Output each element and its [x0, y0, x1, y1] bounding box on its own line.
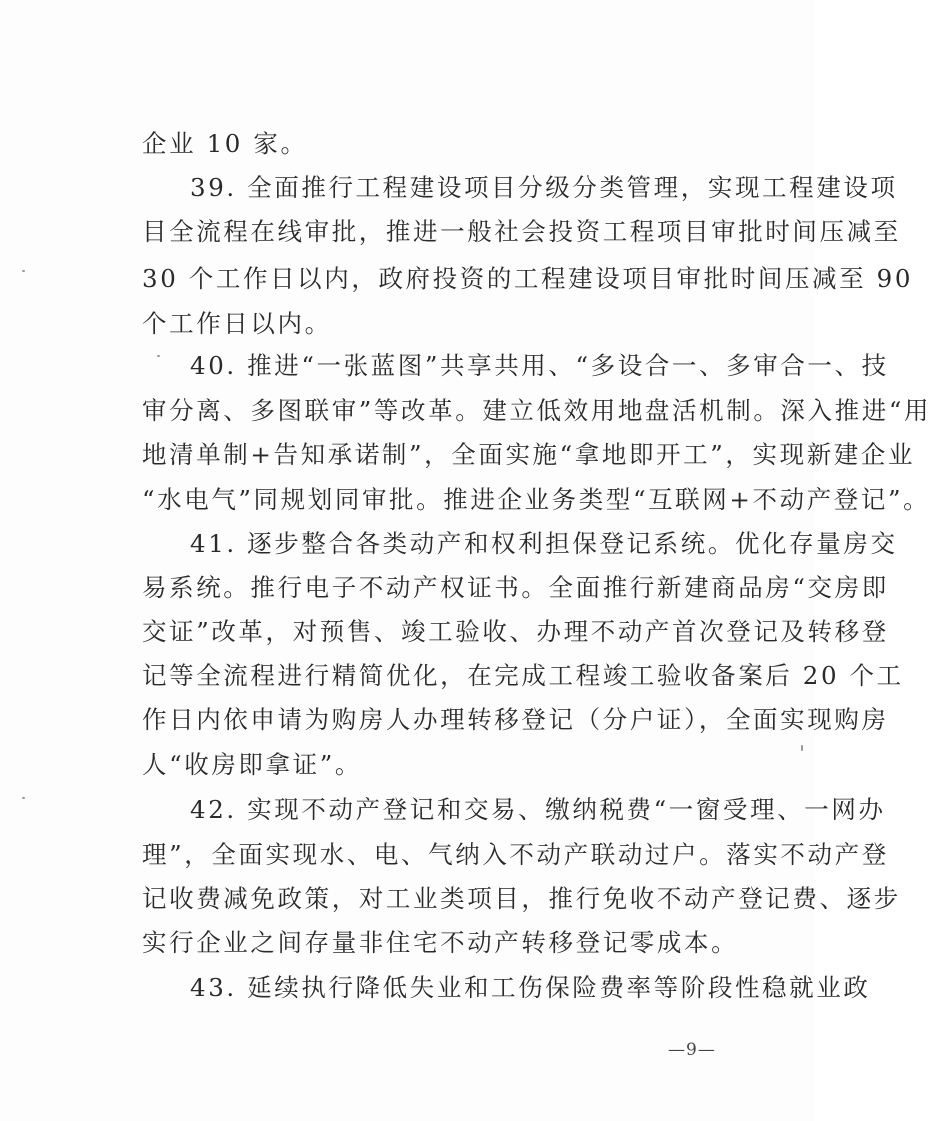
item-42-line-1: 42. 实现不动产登记和交易、缴纳税费“一窗受理、一网办: [190, 795, 886, 824]
item-39-line-1: 39. 全面推行工程建设项目分级分类管理，实现工程建设项: [190, 173, 898, 202]
item-39-line-4: 个工作日以内。: [142, 309, 332, 338]
item-41-line-1: 41. 逐步整合各类动产和权利担保登记系统。优化存量房交: [190, 529, 898, 558]
item-42-line-2: 理”，全面实现水、电、气纳入不动产联动过户。落实不动产登: [142, 840, 889, 869]
item-39-line-3: 30 个工作日以内，政府投资的工程建设项目审批时间压减至 90: [142, 264, 914, 293]
item-40-line-1: 40. 推进“一张蓝图”共享共用、“多设合一、多审合一、技: [190, 351, 889, 380]
scan-speck: [22, 270, 25, 272]
item-39-line-2: 目全流程在线审批，推进一般社会投资工程项目审批时间压减至: [142, 217, 901, 246]
item-40-line-3: 地清单制+告知承诺制”，全面实施“拿地即开工”，实现新建企业: [142, 440, 916, 469]
scan-speck: [157, 355, 160, 357]
scan-speck: [22, 797, 25, 799]
item-41-line-6: 人“收房即拿证”。: [142, 750, 362, 779]
page-number: —9—: [668, 1040, 716, 1060]
item-42-line-4: 实行企业之间存量非住宅不动产转移登记零成本。: [142, 928, 739, 957]
item-41-line-4: 记等全流程进行精简优化，在完成工程竣工验收备案后 20 个工: [142, 661, 904, 690]
scan-speck: [801, 745, 803, 751]
item-41-line-3: 交证”改革，对预售、竣工验收、办理不动产首次登记及转移登: [142, 617, 889, 646]
item-42-line-3: 记收费减免政策，对工业类项目，推行免收不动产登记费、逐步: [142, 884, 901, 913]
item-41-line-2: 易系统。推行电子不动产权证书。全面推行新建商品房“交房即: [142, 573, 889, 602]
item-43-line-1: 43. 延续执行降低失业和工伤保险费率等阶段性稳就业政: [190, 973, 871, 1002]
item-40-line-2: 审分离、多图联审”等改革。建立低效用地盘活机制。深入推进“用: [142, 396, 931, 425]
item-40-line-4: “水电气”同规划同审批。推进企业务类型“互联网+不动产登记”。: [142, 485, 931, 514]
text-line-1: 企业 10 家。: [142, 129, 308, 158]
item-41-line-5: 作日内依申请为购房人办理转移登记（分户证），全面实现购房: [142, 705, 889, 734]
